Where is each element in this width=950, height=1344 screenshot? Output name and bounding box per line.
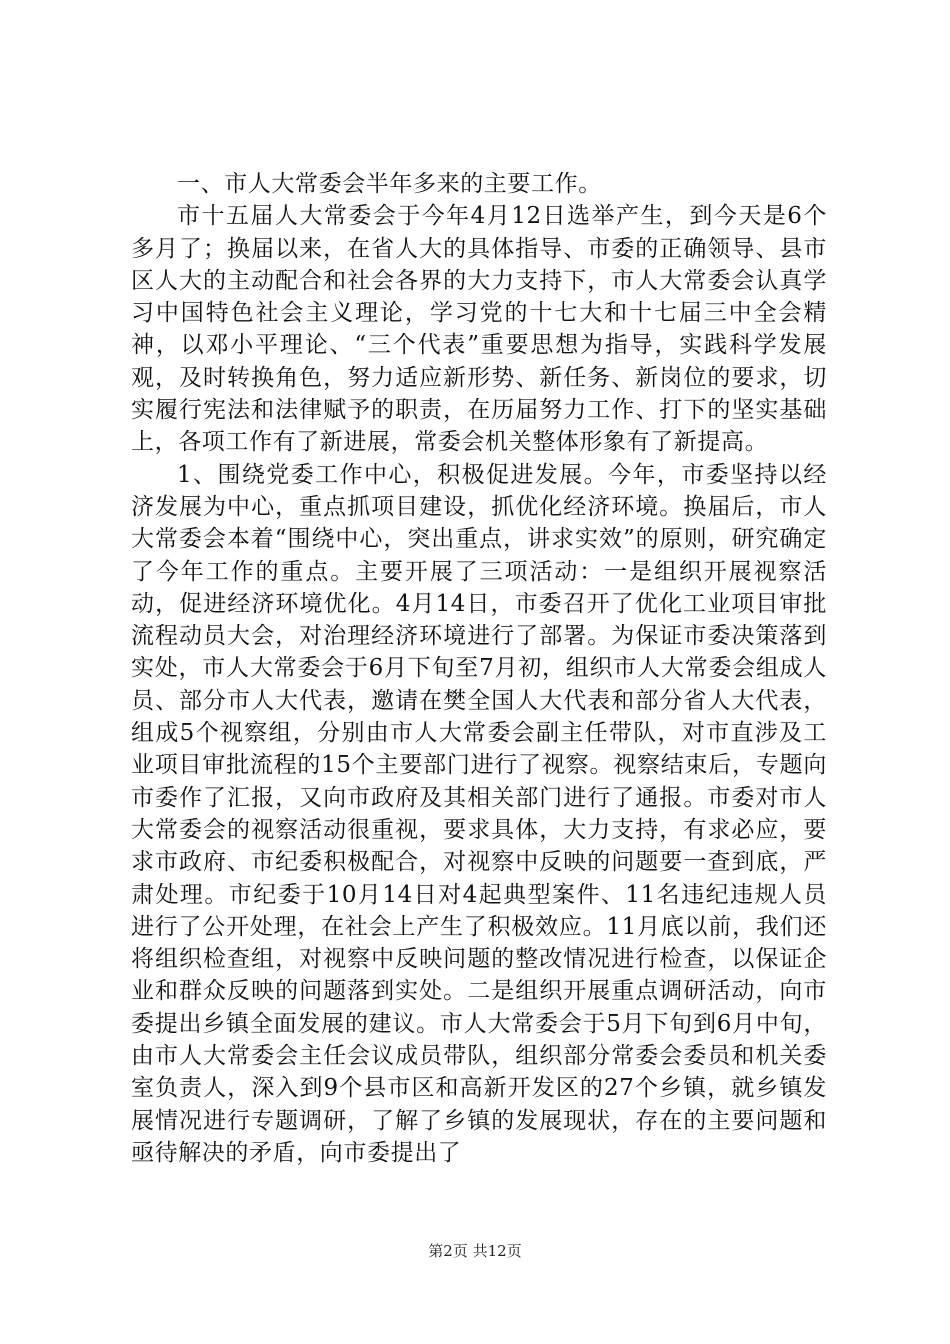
document-body bbox=[131, 168, 827, 1169]
section-heading: 一、市人大常委会半年多来的主要工作。 bbox=[177, 171, 602, 197]
paragraph-1: 市十五届人大常委会于今年4月12日选举产生，到今天是6个多月了；换届以来，在省人大的具体指导、市委的正确领导、县市区人大的主动配合和社会各界的大力支持下，市人大常委会认真学习中国特色社会主义理论，学习党的十七大和十七届三中全会精神，以邓小平理论、“三个代表”重要思想为指导，实践科学发展观，及时转换角色，努力适应新形势、新任务、新岗位的要求，切实履行宪法和法律赋予的职责，在历届努力工作、打下的坚实基础上，各项工作有了新进展，常委会机关整体形象有了新提高。 bbox=[131, 203, 827, 456]
paragraph-2: 1、围绕党委工作中心，积极促进发展。今年，市委坚持以经济发展为中心，重点抓项目建设，抓优化经济环境。换届后，市人大常委会本着“围绕中心，突出重点，讲求实效”的原则，研究确定了今年工作的重点。主要开展了三项活动：一是组织开展视察活动，促进经济环境优化。4月14日，市委召开了优化工业项目审批流程动员大会，对治理经济环境进行了部署。为保证市委决策落到实处，市人大常委会于6月下旬至7月初，组织市人大常委会组成人员、部分市人大代表，邀请在樊全国人大代表和部分省人大代表，组成5个视察组，分别由市人大常委会副主任带队，对市直涉及工业项目审批流程的15个主要部门进行了视察。视察结束后，专题向市委作了汇报，又向市政府及其相关部门进行了通报。市委对市人大常委会的视察活动很重视，要求具体，大力支持，有求必应，要求市政府、市纪委积极配合，对视察中反映的问题要一查到底，严肃处理。市纪委于10月14日对4起典型案件、11名违纪违规人员进行了公开处理，在社会上产生了积极效应。11月底以前，我们还将组织检查组，对视察中反映问题的整改情况进行检查，以保证企业和群众反映的问题落到实处。二是组织开展重点调研活动，向市委提出乡镇全面发展的建议。市人大常委会于5月下旬到6月中旬，由市人大常委会主任会议成员带队，组织部分常委会委员和机关委室负责人，深入到9个县市区和高新开发区的27个乡镇，就乡镇发展情况进行专题调研，了解了乡镇的发展现状，存在的主要问题和亟待解决的矛盾，向市委提出了 bbox=[131, 461, 827, 1166]
page-number-footer: 第2页 共12页 bbox=[428, 1242, 522, 1260]
